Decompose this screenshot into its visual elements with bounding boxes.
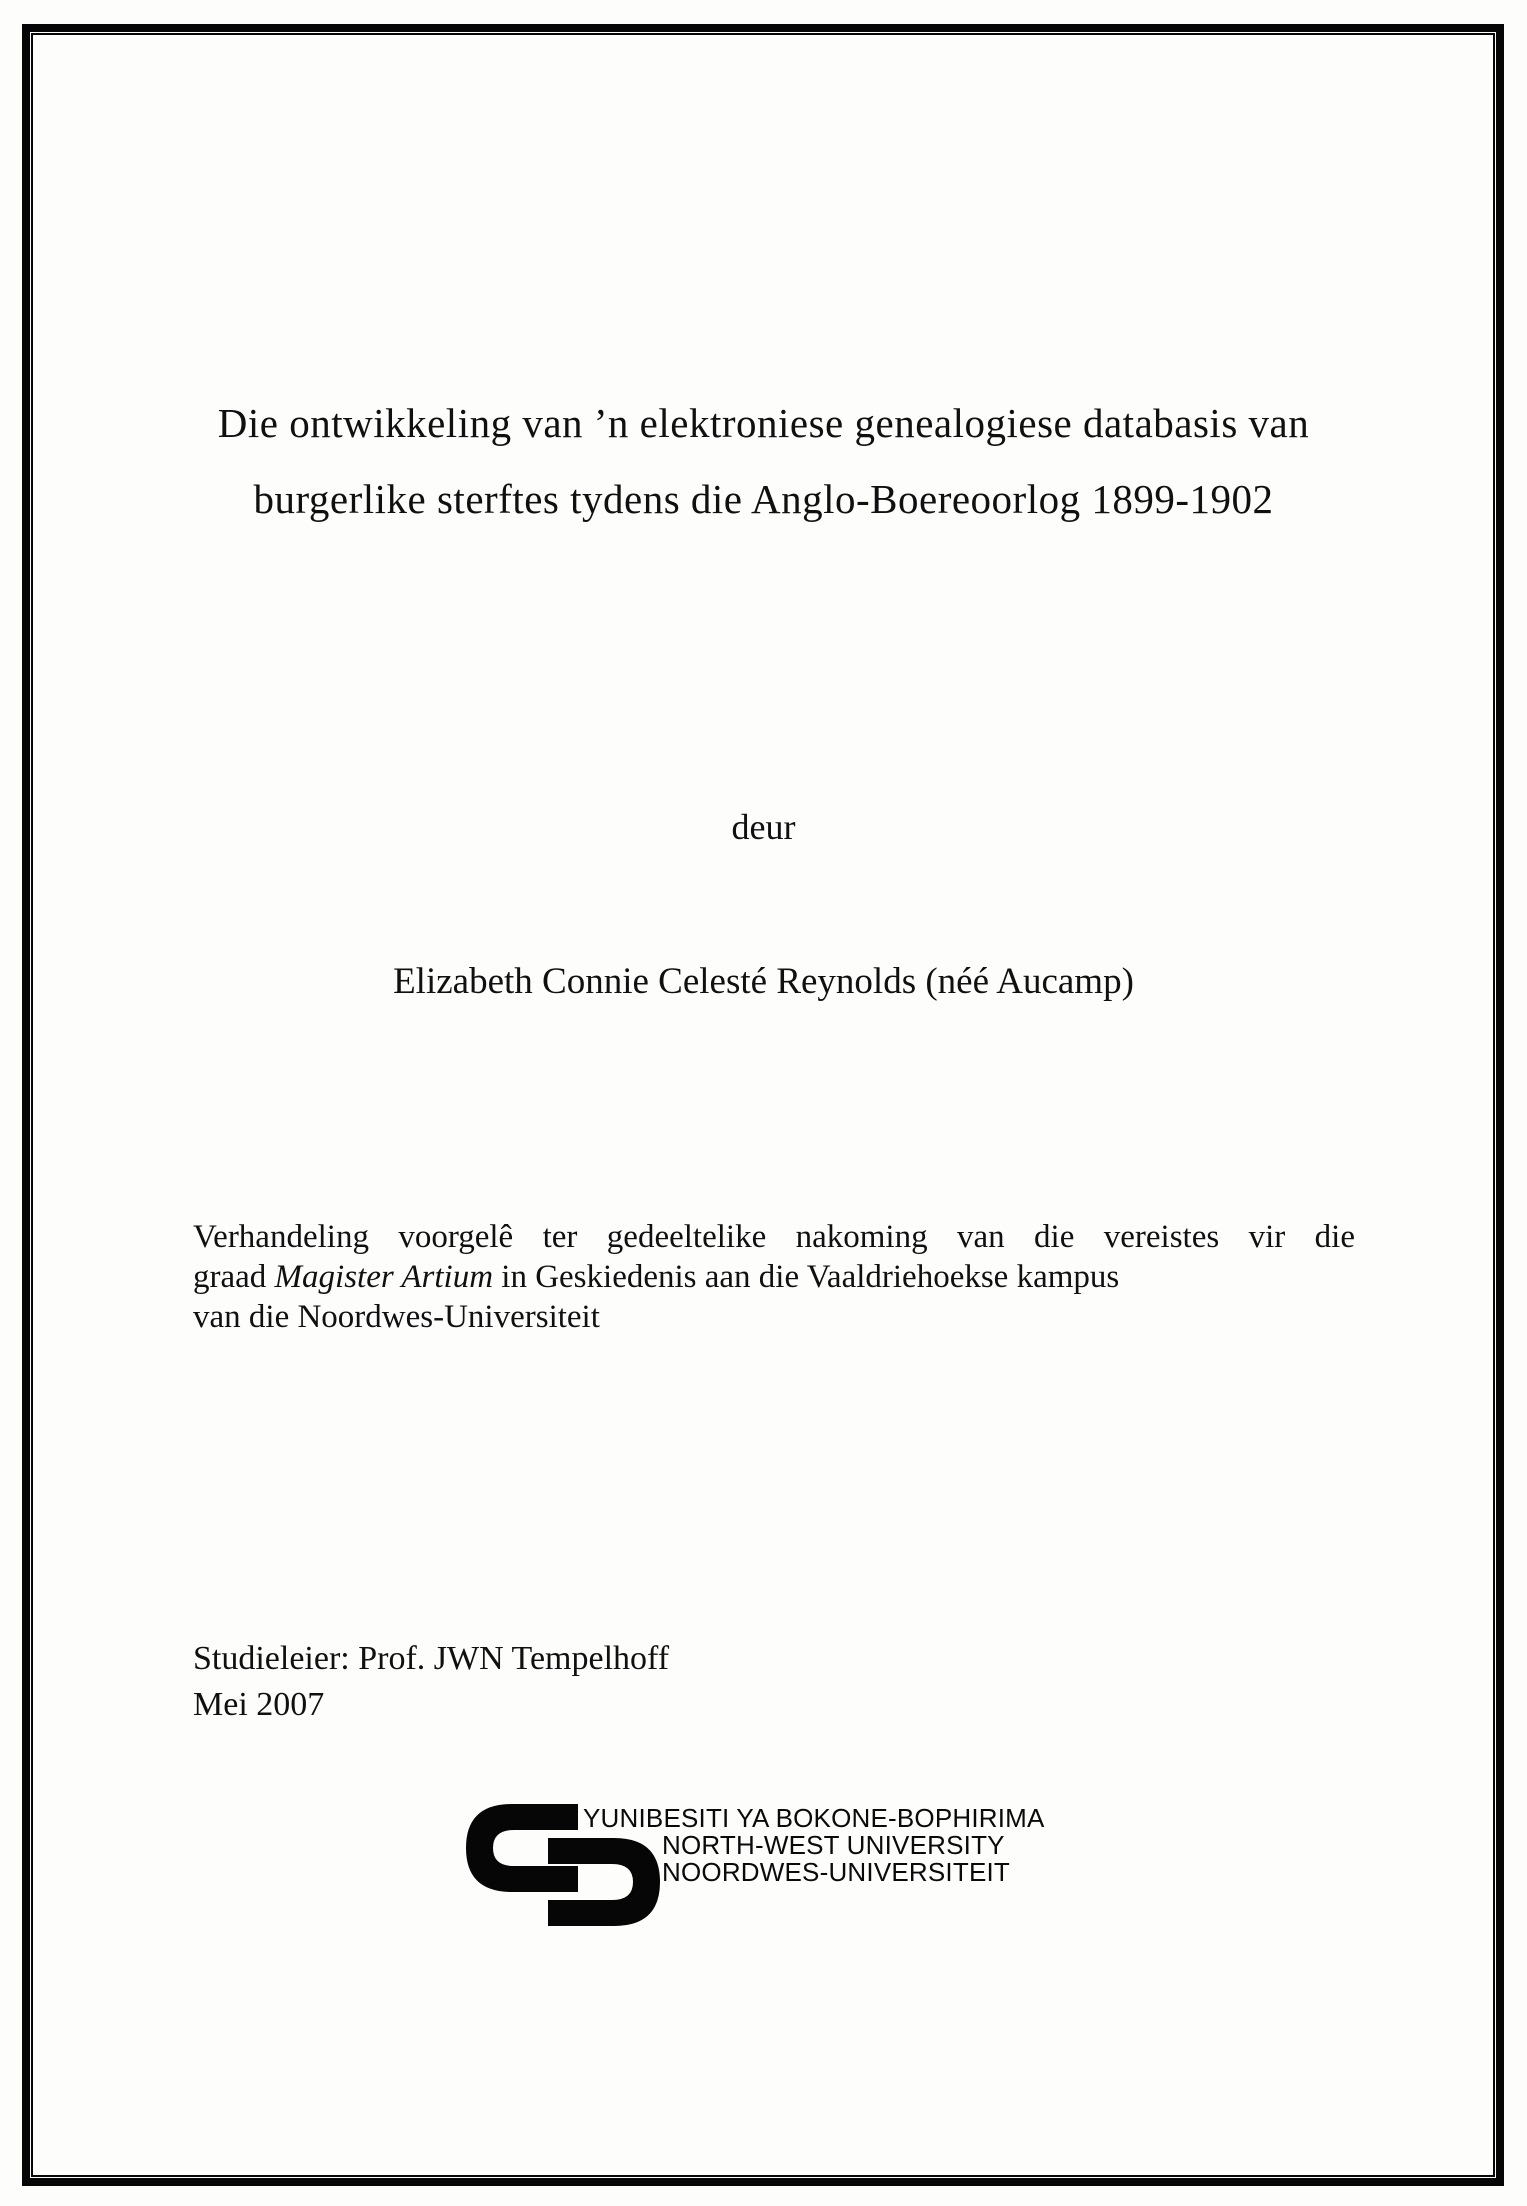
- degree-statement: [193, 1217, 1355, 1337]
- logo-text-english: NORTH-WEST UNIVERSITY: [662, 1830, 1005, 1860]
- thesis-title-line2: burgerlike sterftes tydens die Anglo-Boereoorlog 1899-1902: [253, 476, 1274, 522]
- supervisor-line: Studieleier: Prof. JWN Tempelhoff: [193, 1640, 670, 1677]
- degree-statement-line1: Verhandeling voorgelê ter gedeeltelike nakoming van die vereistes vir die: [193, 1219, 1355, 1255]
- degree-name-italic: Magister Artium: [274, 1259, 494, 1295]
- degree-statement-line2-post: in Geskiedenis aan die Vaaldriehoekse kampus: [493, 1259, 1120, 1295]
- date-line: Mei 2007: [193, 1686, 325, 1723]
- degree-statement-line2-pre: graad: [193, 1259, 275, 1295]
- thesis-title-line1: Die ontwikkeling van ’n elektroniese genealogiese databasis van: [217, 400, 1310, 446]
- thesis-title: [120, 385, 1407, 537]
- degree-statement-line3: van die Noordwes-Universiteit: [193, 1299, 600, 1335]
- supervisor-block: [193, 1636, 669, 1728]
- logo-text-afrikaans: NOORDWES-UNIVERSITEIT: [662, 1857, 1010, 1887]
- degree-statement-line2: [193, 1257, 1355, 1297]
- logo-text-setswana: YUNIBESITI YA BOKONE-BOPHIRIMA: [583, 1803, 1045, 1833]
- author-name: Elizabeth Connie Celesté Reynolds (néé Aucamp): [393, 961, 1134, 1002]
- byline-deur: deur: [731, 807, 796, 847]
